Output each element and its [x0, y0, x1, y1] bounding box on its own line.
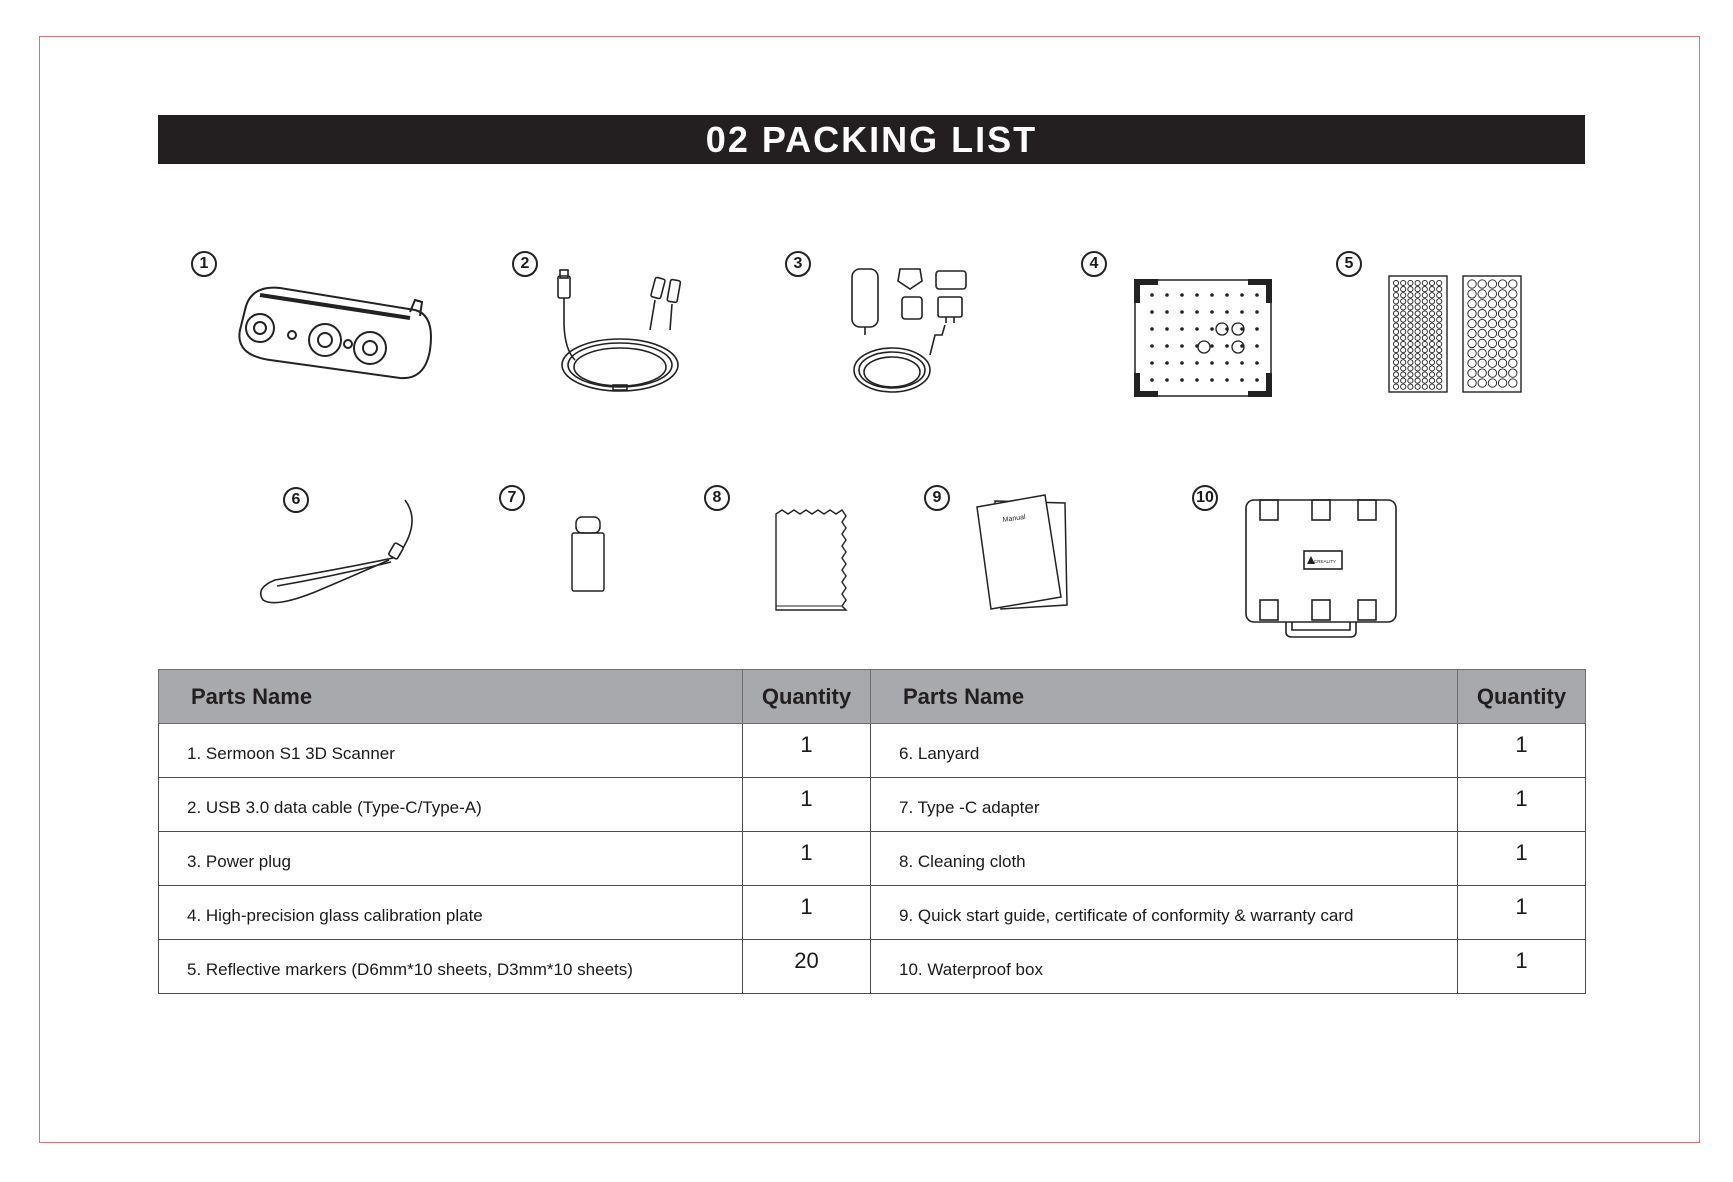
marker-dot-small — [1408, 372, 1413, 377]
marker-dot-small — [1393, 384, 1398, 389]
calibration-dot — [1225, 344, 1229, 348]
marker-dot-small — [1429, 305, 1434, 310]
item-number-8: 8 — [704, 485, 730, 511]
marker-dot-large — [1468, 369, 1476, 377]
manual-label: Manual — [1002, 513, 1027, 524]
calibration-dot — [1195, 361, 1199, 365]
marker-dot-small — [1437, 280, 1442, 285]
quantity-cell: 1 — [1458, 778, 1586, 832]
marker-dot-small — [1422, 329, 1427, 334]
marker-dot-small — [1422, 372, 1427, 377]
marker-dot-small — [1437, 384, 1442, 389]
calibration-dot — [1165, 293, 1169, 297]
header-quantity-right: Quantity — [1458, 670, 1586, 724]
marker-dot-small — [1408, 360, 1413, 365]
marker-dot-small — [1437, 360, 1442, 365]
marker-dot-small — [1408, 317, 1413, 322]
calibration-dot — [1180, 361, 1184, 365]
marker-dot-large — [1509, 329, 1517, 337]
calibration-dot — [1255, 378, 1259, 382]
marker-dot-small — [1393, 317, 1398, 322]
marker-dot-large — [1498, 349, 1506, 357]
item-number-7: 7 — [499, 485, 525, 511]
marker-dot-large — [1478, 300, 1486, 308]
box-logo-label: CREALITY — [1314, 559, 1337, 564]
marker-dot-large — [1468, 300, 1476, 308]
item-number-4: 4 — [1081, 251, 1107, 277]
part-name-cell: 10. Waterproof box — [871, 940, 1458, 994]
marker-dot-small — [1415, 293, 1420, 298]
calibration-dot — [1150, 344, 1154, 348]
marker-dot-small — [1422, 360, 1427, 365]
calibration-dot — [1150, 378, 1154, 382]
marker-dot-small — [1429, 384, 1434, 389]
marker-dot-small — [1422, 384, 1427, 389]
marker-dot-small — [1415, 323, 1420, 328]
marker-dot-small — [1393, 293, 1398, 298]
calibration-dot — [1150, 361, 1154, 365]
calibration-dot — [1210, 344, 1214, 348]
marker-dot-large — [1478, 369, 1486, 377]
marker-dot-large — [1488, 349, 1496, 357]
calibration-dot — [1240, 361, 1244, 365]
marker-dot-small — [1437, 317, 1442, 322]
marker-dot-small — [1415, 366, 1420, 371]
marker-dot-small — [1401, 372, 1406, 377]
marker-dot-large — [1478, 359, 1486, 367]
marker-dot-large — [1509, 280, 1517, 288]
marker-dot-large — [1468, 339, 1476, 347]
table-row — [159, 778, 1586, 832]
marker-dot-large — [1478, 310, 1486, 318]
item-number-10: 10 — [1192, 485, 1218, 511]
marker-dot-large — [1488, 329, 1496, 337]
quick-start-guide-illustration — [975, 493, 1075, 613]
calibration-dot — [1195, 327, 1199, 331]
quantity-cell: 1 — [743, 778, 871, 832]
marker-dot-small — [1429, 280, 1434, 285]
marker-dot-small — [1437, 354, 1442, 359]
marker-dot-large — [1488, 369, 1496, 377]
marker-dot-small — [1422, 348, 1427, 353]
marker-dot-large — [1498, 379, 1506, 387]
calibration-dot — [1240, 310, 1244, 314]
part-name-cell: 8. Cleaning cloth — [871, 832, 1458, 886]
calibration-dot — [1165, 327, 1169, 331]
quantity-cell: 1 — [743, 832, 871, 886]
marker-dot-small — [1429, 366, 1434, 371]
marker-dot-small — [1408, 311, 1413, 316]
marker-dot-large — [1509, 319, 1517, 327]
marker-dot-small — [1393, 354, 1398, 359]
marker-dot-small — [1401, 317, 1406, 322]
marker-dot-large — [1488, 310, 1496, 318]
marker-dot-large — [1498, 310, 1506, 318]
marker-dot-small — [1429, 311, 1434, 316]
calibration-dot — [1240, 293, 1244, 297]
marker-dot-small — [1393, 323, 1398, 328]
marker-dot-large — [1488, 379, 1496, 387]
calibration-dot — [1180, 293, 1184, 297]
marker-dot-small — [1401, 287, 1406, 292]
marker-dot-small — [1415, 299, 1420, 304]
marker-dot-small — [1429, 287, 1434, 292]
calibration-dot — [1210, 310, 1214, 314]
marker-dot-large — [1468, 280, 1476, 288]
marker-dot-small — [1408, 384, 1413, 389]
marker-dot-large — [1488, 359, 1496, 367]
marker-dot-large — [1478, 319, 1486, 327]
marker-dot-small — [1401, 354, 1406, 359]
table-row — [159, 940, 1586, 994]
marker-dot-small — [1393, 335, 1398, 340]
calibration-dot — [1180, 310, 1184, 314]
type-c-adapter-illustration — [570, 515, 606, 595]
marker-dot-large — [1488, 290, 1496, 298]
parts-table — [158, 669, 1586, 994]
marker-dot-large — [1498, 300, 1506, 308]
marker-dot-large — [1468, 329, 1476, 337]
marker-dot-small — [1422, 317, 1427, 322]
marker-dot-small — [1393, 348, 1398, 353]
marker-dot-small — [1437, 299, 1442, 304]
calibration-plate-illustration — [1134, 279, 1272, 397]
marker-dot-small — [1437, 329, 1442, 334]
marker-dot-large — [1509, 369, 1517, 377]
marker-dot-small — [1401, 384, 1406, 389]
item-number-2: 2 — [512, 251, 538, 277]
marker-dot-small — [1401, 360, 1406, 365]
marker-dot-small — [1422, 305, 1427, 310]
marker-dot-small — [1393, 366, 1398, 371]
marker-dot-large — [1468, 359, 1476, 367]
marker-dot-small — [1393, 311, 1398, 316]
table-row — [159, 832, 1586, 886]
marker-dot-small — [1393, 287, 1398, 292]
marker-dot-small — [1437, 335, 1442, 340]
marker-dot-small — [1415, 360, 1420, 365]
usb-cable-illustration — [555, 270, 690, 405]
marker-dot-small — [1415, 341, 1420, 346]
header-quantity-left: Quantity — [743, 670, 871, 724]
marker-dot-small — [1429, 378, 1434, 383]
marker-dot-large — [1498, 339, 1506, 347]
marker-dot-small — [1408, 305, 1413, 310]
marker-dot-small — [1408, 366, 1413, 371]
marker-dot-small — [1429, 323, 1434, 328]
marker-dot-large — [1509, 310, 1517, 318]
marker-dot-large — [1498, 359, 1506, 367]
part-name-cell: 7. Type -C adapter — [871, 778, 1458, 832]
marker-dot-small — [1401, 305, 1406, 310]
page-title-text: 02 PACKING LIST — [705, 118, 1038, 160]
marker-dot-small — [1422, 299, 1427, 304]
marker-dot-small — [1408, 354, 1413, 359]
marker-dot-large — [1478, 349, 1486, 357]
part-name-cell: 6. Lanyard — [871, 724, 1458, 778]
marker-dot-small — [1393, 329, 1398, 334]
marker-dot-small — [1437, 305, 1442, 310]
quantity-cell: 1 — [1458, 832, 1586, 886]
marker-dot-small — [1422, 323, 1427, 328]
marker-dot-large — [1488, 339, 1496, 347]
marker-dot-small — [1408, 329, 1413, 334]
marker-dot-large — [1498, 280, 1506, 288]
calibration-dot — [1150, 327, 1154, 331]
marker-dot-small — [1415, 287, 1420, 292]
quantity-cell: 1 — [1458, 724, 1586, 778]
item-number-1: 1 — [191, 251, 217, 277]
marker-dot-small — [1437, 311, 1442, 316]
marker-dot-large — [1468, 319, 1476, 327]
header-parts-name-right: Parts Name — [871, 670, 1458, 724]
scanner-illustration — [230, 280, 440, 390]
marker-dot-large — [1509, 349, 1517, 357]
header-parts-name-left: Parts Name — [159, 670, 743, 724]
part-name-cell: 3. Power plug — [159, 832, 743, 886]
marker-dot-small — [1415, 335, 1420, 340]
table-header-row — [159, 670, 1586, 724]
calibration-dot — [1165, 344, 1169, 348]
part-name-cell: 5. Reflective markers (D6mm*10 sheets, D3mm*10 sheets) — [159, 940, 743, 994]
marker-dot-small — [1422, 293, 1427, 298]
part-name-cell: 4. High-precision glass calibration plate — [159, 886, 743, 940]
marker-dot-large — [1488, 300, 1496, 308]
marker-dot-small — [1422, 366, 1427, 371]
calibration-dot — [1165, 310, 1169, 314]
calibration-dot — [1150, 293, 1154, 297]
marker-dot-small — [1401, 299, 1406, 304]
marker-dot-small — [1401, 378, 1406, 383]
calibration-dot — [1255, 310, 1259, 314]
marker-dot-small — [1401, 323, 1406, 328]
marker-dot-small — [1393, 360, 1398, 365]
calibration-dot — [1255, 344, 1259, 348]
calibration-dot — [1165, 378, 1169, 382]
marker-dot-small — [1401, 348, 1406, 353]
marker-dot-small — [1422, 341, 1427, 346]
marker-dot-small — [1408, 287, 1413, 292]
marker-dot-small — [1429, 354, 1434, 359]
calibration-dot — [1225, 378, 1229, 382]
marker-dot-large — [1498, 290, 1506, 298]
marker-dot-small — [1415, 329, 1420, 334]
marker-dot-large — [1468, 290, 1476, 298]
page-title — [158, 115, 1585, 164]
marker-dot-small — [1422, 354, 1427, 359]
marker-dot-small — [1437, 287, 1442, 292]
marker-dot-small — [1415, 305, 1420, 310]
marker-dot-large — [1478, 280, 1486, 288]
marker-dot-small — [1429, 329, 1434, 334]
marker-dot-small — [1429, 341, 1434, 346]
marker-dot-small — [1401, 366, 1406, 371]
marker-dot-small — [1415, 311, 1420, 316]
marker-dot-small — [1415, 348, 1420, 353]
reflective-markers-illustration — [1388, 275, 1523, 393]
marker-dot-large — [1498, 319, 1506, 327]
marker-dot-small — [1393, 305, 1398, 310]
marker-dot-small — [1429, 348, 1434, 353]
quantity-cell: 1 — [1458, 940, 1586, 994]
marker-dot-large — [1478, 290, 1486, 298]
marker-dot-large — [1478, 379, 1486, 387]
marker-dot-large — [1509, 379, 1517, 387]
marker-dot-large — [1498, 369, 1506, 377]
cleaning-cloth-illustration — [774, 510, 850, 615]
quantity-cell: 1 — [743, 886, 871, 940]
marker-dot-small — [1408, 293, 1413, 298]
part-name-cell: 9. Quick start guide, certificate of conformity & warranty card — [871, 886, 1458, 940]
marker-dot-small — [1393, 372, 1398, 377]
calibration-dot — [1255, 327, 1259, 331]
marker-dot-small — [1401, 311, 1406, 316]
marker-dot-small — [1437, 348, 1442, 353]
marker-dot-small — [1429, 293, 1434, 298]
power-plug-illustration — [850, 265, 970, 400]
marker-dot-large — [1488, 280, 1496, 288]
marker-dot-small — [1437, 378, 1442, 383]
calibration-dot — [1180, 344, 1184, 348]
quantity-cell: 1 — [743, 724, 871, 778]
marker-dot-small — [1437, 293, 1442, 298]
marker-dot-small — [1408, 341, 1413, 346]
marker-dot-small — [1408, 335, 1413, 340]
calibration-dot — [1195, 293, 1199, 297]
calibration-dot — [1210, 361, 1214, 365]
marker-dot-small — [1393, 280, 1398, 285]
quantity-cell: 20 — [743, 940, 871, 994]
marker-dot-large — [1509, 359, 1517, 367]
marker-dot-small — [1437, 372, 1442, 377]
marker-dot-small — [1422, 335, 1427, 340]
marker-dot-large — [1498, 329, 1506, 337]
part-name-cell: 1. Sermoon S1 3D Scanner — [159, 724, 743, 778]
marker-dot-small — [1401, 329, 1406, 334]
marker-dot-small — [1422, 311, 1427, 316]
marker-dot-small — [1408, 378, 1413, 383]
calibration-dot — [1195, 378, 1199, 382]
calibration-dot — [1210, 293, 1214, 297]
calibration-dot — [1180, 378, 1184, 382]
marker-dot-large — [1468, 349, 1476, 357]
item-number-9: 9 — [924, 485, 950, 511]
calibration-dot — [1255, 293, 1259, 297]
marker-dot-small — [1429, 317, 1434, 322]
marker-dot-large — [1468, 310, 1476, 318]
marker-dot-small — [1415, 378, 1420, 383]
marker-dot-small — [1393, 341, 1398, 346]
marker-dot-small — [1429, 372, 1434, 377]
calibration-dot — [1165, 361, 1169, 365]
marker-dot-large — [1509, 300, 1517, 308]
quantity-cell: 1 — [1458, 886, 1586, 940]
calibration-dot — [1180, 327, 1184, 331]
calibration-dot — [1225, 310, 1229, 314]
marker-dot-small — [1415, 372, 1420, 377]
table-row — [159, 724, 1586, 778]
marker-dot-small — [1429, 335, 1434, 340]
marker-dot-small — [1401, 341, 1406, 346]
calibration-dot — [1225, 361, 1229, 365]
marker-dot-small — [1393, 299, 1398, 304]
marker-dot-large — [1478, 329, 1486, 337]
marker-dot-small — [1422, 287, 1427, 292]
marker-dot-small — [1408, 323, 1413, 328]
marker-dot-small — [1429, 299, 1434, 304]
calibration-dot — [1225, 293, 1229, 297]
marker-dot-small — [1429, 360, 1434, 365]
marker-dot-large — [1488, 319, 1496, 327]
calibration-dot — [1150, 310, 1154, 314]
calibration-dot — [1210, 378, 1214, 382]
marker-dot-small — [1415, 280, 1420, 285]
marker-dot-small — [1422, 280, 1427, 285]
marker-dot-small — [1393, 378, 1398, 383]
marker-dot-small — [1408, 299, 1413, 304]
marker-dot-small — [1401, 280, 1406, 285]
marker-dot-small — [1437, 341, 1442, 346]
marker-dot-large — [1468, 379, 1476, 387]
part-name-cell: 2. USB 3.0 data cable (Type-C/Type-A) — [159, 778, 743, 832]
calibration-dot — [1240, 378, 1244, 382]
marker-dot-small — [1437, 366, 1442, 371]
calibration-dot — [1210, 327, 1214, 331]
marker-dot-small — [1408, 280, 1413, 285]
item-number-5: 5 — [1336, 251, 1362, 277]
marker-dot-small — [1422, 378, 1427, 383]
marker-dot-small — [1415, 317, 1420, 322]
lanyard-illustration — [255, 500, 425, 610]
marker-dot-small — [1415, 384, 1420, 389]
marker-dot-small — [1437, 323, 1442, 328]
waterproof-box-illustration — [1242, 496, 1400, 641]
item-number-3: 3 — [785, 251, 811, 277]
marker-dot-small — [1401, 335, 1406, 340]
table-row — [159, 886, 1586, 940]
item-number-6: 6 — [283, 487, 309, 513]
marker-dot-small — [1408, 348, 1413, 353]
marker-dot-small — [1415, 354, 1420, 359]
marker-dot-large — [1478, 339, 1486, 347]
calibration-dot — [1255, 361, 1259, 365]
marker-dot-large — [1509, 339, 1517, 347]
marker-dot-small — [1401, 293, 1406, 298]
calibration-dot — [1195, 310, 1199, 314]
marker-dot-large — [1509, 290, 1517, 298]
